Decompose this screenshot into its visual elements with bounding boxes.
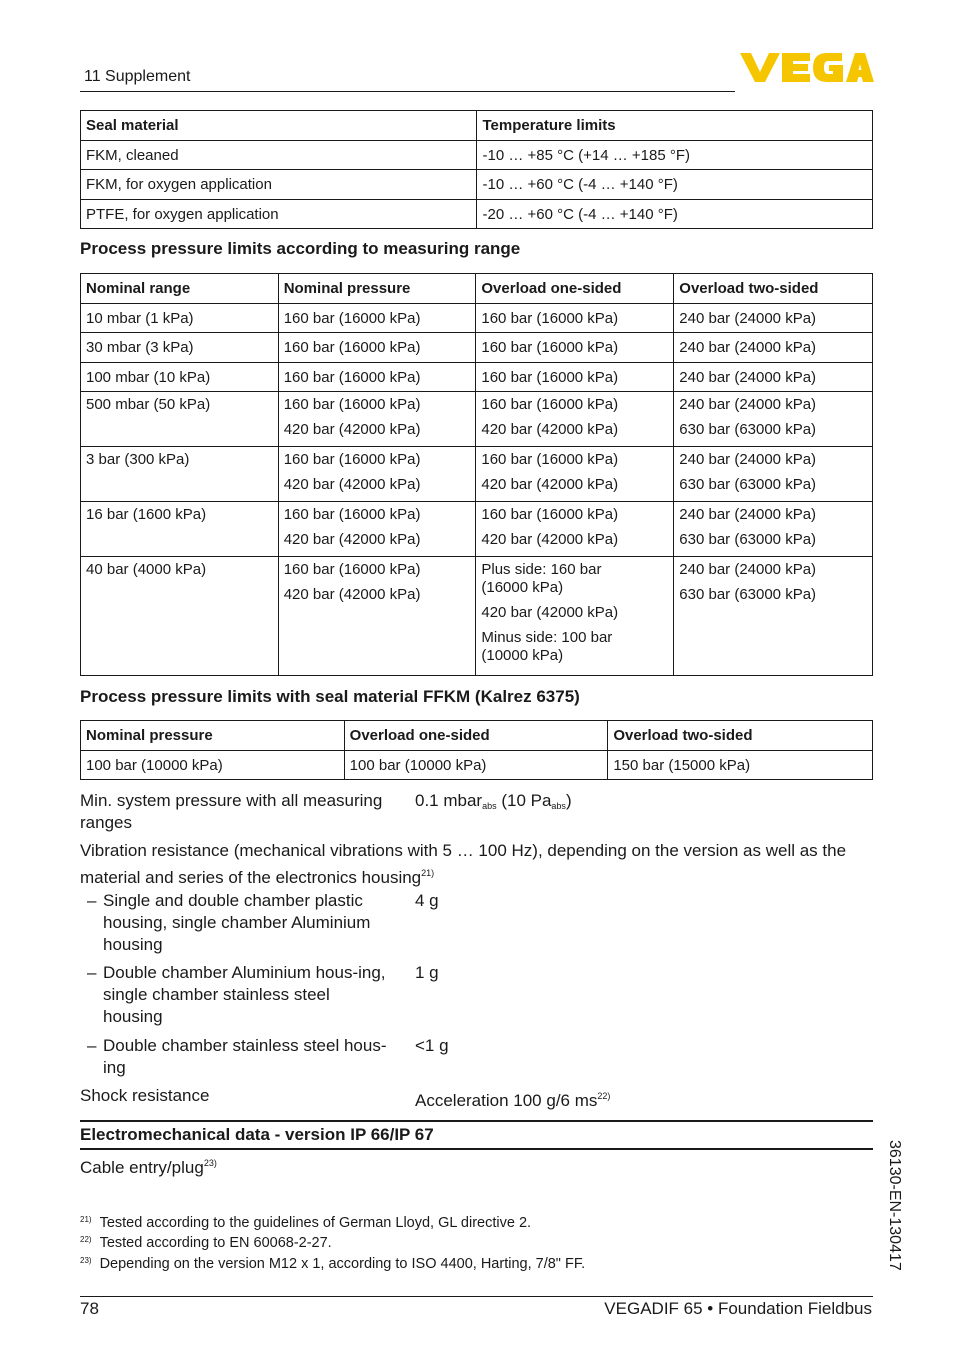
value-text: ) [565, 791, 572, 810]
footnote [80, 1256, 585, 1272]
footer-rule [80, 1296, 873, 1297]
table-row [81, 751, 873, 780]
list-value: 4 g [415, 891, 439, 910]
measuring-range-table [80, 273, 873, 676]
table-cell: 160 bar (16000 kPa) [476, 363, 674, 392]
cell-text: 40 bar (4000 kPa) [86, 561, 207, 578]
table-row [81, 363, 873, 392]
table-cell: 240 bar (24000 kPa) [674, 333, 873, 363]
cable-label [80, 1152, 217, 1179]
list-item: Double chamber Aluminium hous-ing, single chamber stainless steel housing [103, 963, 386, 1026]
cell-text: 630 bar (63000 kPa) [679, 421, 817, 438]
table-cell [476, 557, 674, 676]
cell-text: 420 bar (42000 kPa) [481, 531, 619, 548]
section-rule-top [80, 1120, 873, 1122]
table-cell: FKM, for oxygen application [81, 170, 477, 200]
table-cell [81, 392, 279, 447]
table-cell [674, 447, 873, 502]
table-cell: PTFE, for oxygen application [81, 200, 477, 229]
section-title: 11 Supplement [84, 68, 191, 85]
table-cell [476, 447, 674, 502]
cell-text: 420 bar (42000 kPa) [283, 421, 421, 438]
cell-text: 160 bar (16000 kPa) [283, 561, 421, 578]
footer-title: VEGADIF 65 • Foundation Fieldbus [604, 1299, 872, 1318]
cell-text: 3 bar (300 kPa) [86, 451, 190, 468]
value-text: Acceleration 100 g/6 ms [415, 1091, 598, 1110]
footnote-ref: 23) [203, 1158, 217, 1168]
table-cell [674, 502, 873, 557]
footnote-number: 22) [80, 1235, 92, 1244]
ffkm-heading: Process pressure limits with seal material FFKM (Kalrez 6375) [80, 687, 580, 706]
cell-text: 160 bar (16000 kPa) [283, 451, 421, 468]
cell-text: 160 bar (16000 kPa) [481, 451, 619, 468]
table-row [81, 333, 873, 363]
table-cell: -10 … +60 °C (-4 … +140 °F) [477, 170, 873, 200]
range-heading: Process pressure limits according to measuring range [80, 239, 521, 258]
table-cell: 100 mbar (10 kPa) [81, 363, 279, 392]
footnote [80, 1235, 332, 1251]
table-cell: 240 bar (24000 kPa) [674, 304, 873, 333]
cell-text: 160 bar (16000 kPa) [283, 506, 421, 523]
list-value: <1 g [415, 1036, 449, 1055]
list-dash: – [87, 963, 97, 982]
cell-text: 630 bar (63000 kPa) [679, 586, 817, 603]
list-value: 1 g [415, 963, 439, 982]
cell-text: 420 bar (42000 kPa) [283, 531, 421, 548]
label-text: Cable entry/plug [80, 1158, 204, 1177]
min-pressure-value [415, 790, 572, 817]
subscript: abs [482, 801, 497, 811]
vega-logo [740, 50, 874, 84]
value-text: 0.1 mbar [415, 791, 483, 810]
cell-text: 160 bar (16000 kPa) [481, 506, 619, 523]
list-item: Single and double chamber plastic housing, single chamber Aluminium housing [103, 891, 371, 954]
footnote-number: 21) [80, 1215, 92, 1224]
cell-text: 420 bar (42000 kPa) [481, 604, 619, 621]
header-cell: Overload one-sided [476, 274, 674, 304]
list-dash: – [87, 1036, 97, 1055]
list-dash: – [87, 891, 97, 910]
cell-text: 420 bar (42000 kPa) [481, 476, 619, 493]
header-cell: Temperature limits [477, 111, 873, 141]
shock-label: Shock resistance [80, 1086, 210, 1105]
table-cell: 160 bar (16000 kPa) [278, 363, 476, 392]
cell-text: Plus side: 160 bar (16000 kPa) [481, 561, 602, 596]
table-row [81, 557, 873, 676]
footnote [80, 1215, 531, 1231]
cell-text: 500 mbar (50 kPa) [86, 396, 211, 413]
list-item: Double chamber stainless steel hous-ing [103, 1036, 387, 1077]
table-cell [278, 447, 476, 502]
table-cell: 30 mbar (3 kPa) [81, 333, 279, 363]
table-cell: 240 bar (24000 kPa) [674, 363, 873, 392]
cell-text: 240 bar (24000 kPa) [679, 561, 817, 578]
header-rule [80, 91, 735, 92]
header-cell: Nominal pressure [81, 721, 345, 751]
footnote-ref: 22) [597, 1091, 611, 1101]
table-cell: 100 bar (10000 kPa) [344, 751, 608, 780]
table-cell [278, 392, 476, 447]
table-row [81, 200, 873, 229]
table-cell [81, 447, 279, 502]
header-cell: Overload one-sided [344, 721, 608, 751]
document-code: 36130-EN-130417 [886, 1140, 903, 1271]
cell-text: 160 bar (16000 kPa) [481, 396, 619, 413]
ffkm-table [80, 720, 873, 780]
electro-heading: Electromechanical data - version IP 66/IP 67 [80, 1125, 434, 1144]
cell-text: Minus side: 100 bar (10000 kPa) [481, 629, 613, 664]
section-rule-bottom [80, 1148, 873, 1150]
intro-text: Vibration resistance (mechanical vibrations with 5 … 100 Hz), depending on the version as well as the material and series of the electronics housing [80, 841, 847, 887]
table-cell [278, 502, 476, 557]
table-cell [81, 502, 279, 557]
table-row [81, 447, 873, 502]
table-row [81, 392, 873, 447]
table-cell: 160 bar (16000 kPa) [476, 304, 674, 333]
shock-value [415, 1085, 610, 1112]
footnote-text: Depending on the version M12 x 1, according to ISO 4400, Harting, 7/8" FF. [99, 1256, 586, 1272]
table-cell: 160 bar (16000 kPa) [278, 333, 476, 363]
footnote-text: Tested according to the guidelines of German Lloyd, GL directive 2. [99, 1215, 532, 1231]
header-cell: Nominal range [81, 274, 279, 304]
cell-text: 420 bar (42000 kPa) [283, 476, 421, 493]
table-cell [476, 502, 674, 557]
min-pressure-label: Min. system pressure with all measuring ranges [80, 791, 383, 832]
table-cell: FKM, cleaned [81, 141, 477, 170]
header-cell: Seal material [81, 111, 477, 141]
table-cell: 160 bar (16000 kPa) [278, 304, 476, 333]
cell-text: 240 bar (24000 kPa) [679, 396, 817, 413]
footnote-number: 23) [80, 1256, 92, 1265]
vibration-intro [80, 840, 870, 889]
seal-material-table [80, 110, 873, 229]
table-cell [278, 557, 476, 676]
header-cell: Overload two-sided [674, 274, 873, 304]
cell-text: 16 bar (1600 kPa) [86, 506, 207, 523]
table-cell: -20 … +60 °C (-4 … +140 °F) [477, 200, 873, 229]
table-row [81, 304, 873, 333]
cell-text: 420 bar (42000 kPa) [481, 421, 619, 438]
cell-text: 160 bar (16000 kPa) [283, 396, 421, 413]
page-number: 78 [80, 1299, 99, 1318]
table-cell [674, 392, 873, 447]
table-cell: 10 mbar (1 kPa) [81, 304, 279, 333]
table-row [81, 502, 873, 557]
cell-text: 630 bar (63000 kPa) [679, 531, 817, 548]
subscript: abs [551, 801, 566, 811]
footnote-ref: 21) [421, 868, 435, 878]
table-cell [81, 557, 279, 676]
cell-text: 240 bar (24000 kPa) [679, 506, 817, 523]
cell-text: 630 bar (63000 kPa) [679, 476, 817, 493]
table-cell: 100 bar (10000 kPa) [81, 751, 345, 780]
cell-text: 240 bar (24000 kPa) [679, 451, 817, 468]
table-cell: 160 bar (16000 kPa) [476, 333, 674, 363]
cell-text: 420 bar (42000 kPa) [283, 586, 421, 603]
header-cell: Nominal pressure [278, 274, 476, 304]
table-row [81, 141, 873, 170]
table-cell [476, 392, 674, 447]
value-text: (10 Pa [496, 791, 552, 810]
table-cell [674, 557, 873, 676]
table-cell: -10 … +85 °C (+14 … +185 °F) [477, 141, 873, 170]
table-row [81, 170, 873, 200]
footnote-text: Tested according to EN 60068-2-27. [99, 1235, 332, 1251]
header-cell: Overload two-sided [608, 721, 873, 751]
table-cell: 150 bar (15000 kPa) [608, 751, 873, 780]
